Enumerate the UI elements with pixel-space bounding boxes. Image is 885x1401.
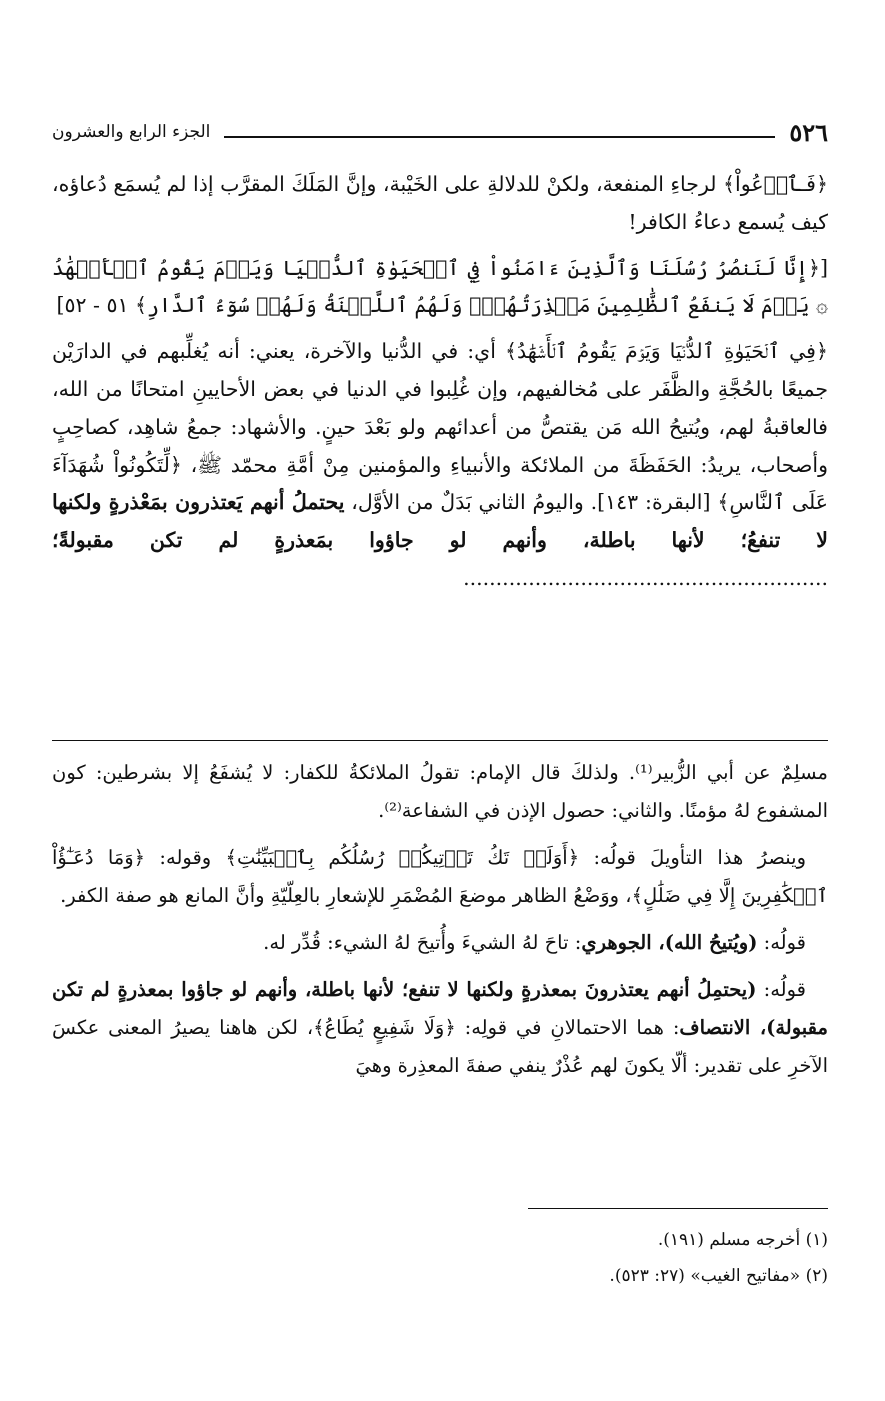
page-header: [52, 112, 828, 152]
commentary-paragraph-4: [52, 971, 828, 1085]
main-paragraph-1: ﴿فَـٱدۡعُواْ﴾ لرجاءِ المنفعة، ولكنْ للدلالةِ على الخَيْبة، وإنَّ المَلَكَ المقرَّب إذا لم يُسمَع دُعاؤه، كيف يُسمع دعاءُ الكافر!: [52, 172, 828, 234]
commentary-paragraph-2: وينصرُ هذا التأويلَ قولُه: ﴿أَوَلَمۡ تَكُ تَأۡتِيكُمۡ رُسُلُكُم بِٱلۡبَيِّنَٰتِ﴾ وقوله: ﴿وَمَا دُعَـٰٓؤُاْ ٱلۡكَٰفِرِينَ إِلَّا فِي ضَلَٰلٍ﴾، ووَضْعُ الظاهر موضعَ المُضْمَرِ للإشعارِ بالعِلّيّةِ وأنَّ المانع هو صفة الكفر.: [52, 846, 828, 907]
commentary-4-rest: : هما الاحتمالانِ في قولِه: ﴿وَلَا شَفِيعٍ يُطَاعُ﴾، لكن هاهنا يصيرُ المعنى عكسَ الآخرِ على تقدير: ألّا يكونَ لهم عُذْرٌ ينفي صفةَ المعذِرة وهيَ: [52, 1016, 828, 1077]
main-paragraph-3: [52, 333, 828, 598]
commentary-4-bold: (يحتمِلُ أنهم يعتذرونَ بمعذرةٍ ولكنها لا تنفع؛ لأنها باطلة، وأنهم لو جاؤوا بمعذرةٍ لم تكن مقبولة)، الانتصاف: [52, 978, 828, 1039]
footnote-separator: [528, 1208, 828, 1209]
header-rule: [224, 136, 775, 138]
commentary-separator: [52, 740, 828, 741]
quran-verse-paragraph: [﴿إِنَّا لَنَنصُرُ رُسُلَنَا وَٱلَّذِينَ ءَامَنُواْ فِي ٱلۡحَيَوٰةِ ٱلدُّنۡيَا وَيَوۡمَ يَقُومُ ٱلۡأَشۡهَٰدُ ۞ يَوۡمَ لَا يَنفَعُ ٱلظَّٰلِمِينَ مَعۡذِرَتُهُمۡۖ وَلَهُمُ ٱللَّعۡنَةُ وَلَهُمۡ سُوٓءُ ٱلدَّارِ﴾ ٥١ - ٥٢]: [52, 255, 828, 318]
page-number: ٥٢٦: [789, 117, 828, 147]
commentary-4-lead: قولُه:: [756, 978, 806, 1001]
main-paragraph-3-text: ﴿فِي ٱلۡحَيَوٰةِ ٱلدُّنۡيَا وَيَوۡمَ يَقُومُ ٱلۡأَشۡهَٰدُ﴾ أي: في الدُّنيا والآخرة، يعني: أنه يُغلِّبهم في الدارَيْن جميعًا بالحُجَّةِ والظَّفَر على مُخالفيهم، وإن غُلِبوا في الدنيا في بعض الأحايينِ امتحانًا من الله، فالعاقبةُ لهم، ويُتيحُ الله مَن يقتصُّ من أعدائهم ولو بَعْدَ حينٍ. والأشهاد: جمعُ شاهِد، كصاحِبٍ وأصحاب، يريدُ: الحَفَظَةَ من الملائكة والأنبياءِ والمؤمنين مِنْ أمَّةِ محمّد ﷺ، ﴿لِّتَكُونُواْ شُهَدَآءَ عَلَى ٱلنَّاسِ﴾ [البقرة: ١٤٣]. واليومُ الثاني بَدَلٌ من الأوَّل،: [52, 339, 828, 515]
main-text: [52, 166, 828, 598]
footnotes: [52, 1222, 828, 1294]
main-paragraph-3-bold: يحتملُ أنهم يَعتذرون بمَعْذرةٍ ولكنها لا تنفعُ؛ لأنها باطلة، وأنهم لو جاؤوا بمَعذرةٍ لم تكن مقبولةً؛: [52, 490, 828, 553]
ellipsis-dots: ........................................................: [463, 565, 828, 590]
commentary-text: [52, 754, 828, 1085]
commentary-paragraph-1: مسلِمٌ عن أبي الزُّبير⁽¹⁾. ولذلكَ قال الإمام: تقولُ الملائكةُ للكفار: لا يُشفَعُ إلا بشرطين: كون المشفوع لهُ مؤمنًا. والثاني: حصول الإذن في الشفاعة⁽²⁾.: [52, 761, 828, 822]
commentary-paragraph-3: [52, 924, 828, 962]
footnote-2: (٢) «مفاتيح الغيب» (٢٧: ٥٢٣).: [609, 1266, 828, 1286]
running-title: الجزء الرابع والعشرون: [52, 122, 211, 142]
commentary-3-lead: قولُه:: [757, 931, 806, 954]
footnote-1: (١) أخرجه مسلم (١٩١).: [657, 1230, 828, 1250]
commentary-3-bold: (ويُتيحُ الله)، الجوهري: [581, 931, 758, 954]
commentary-3-rest: : تاحَ لهُ الشيءَ وأُتيحَ لهُ الشيء: قُدِّر له.: [263, 931, 582, 954]
